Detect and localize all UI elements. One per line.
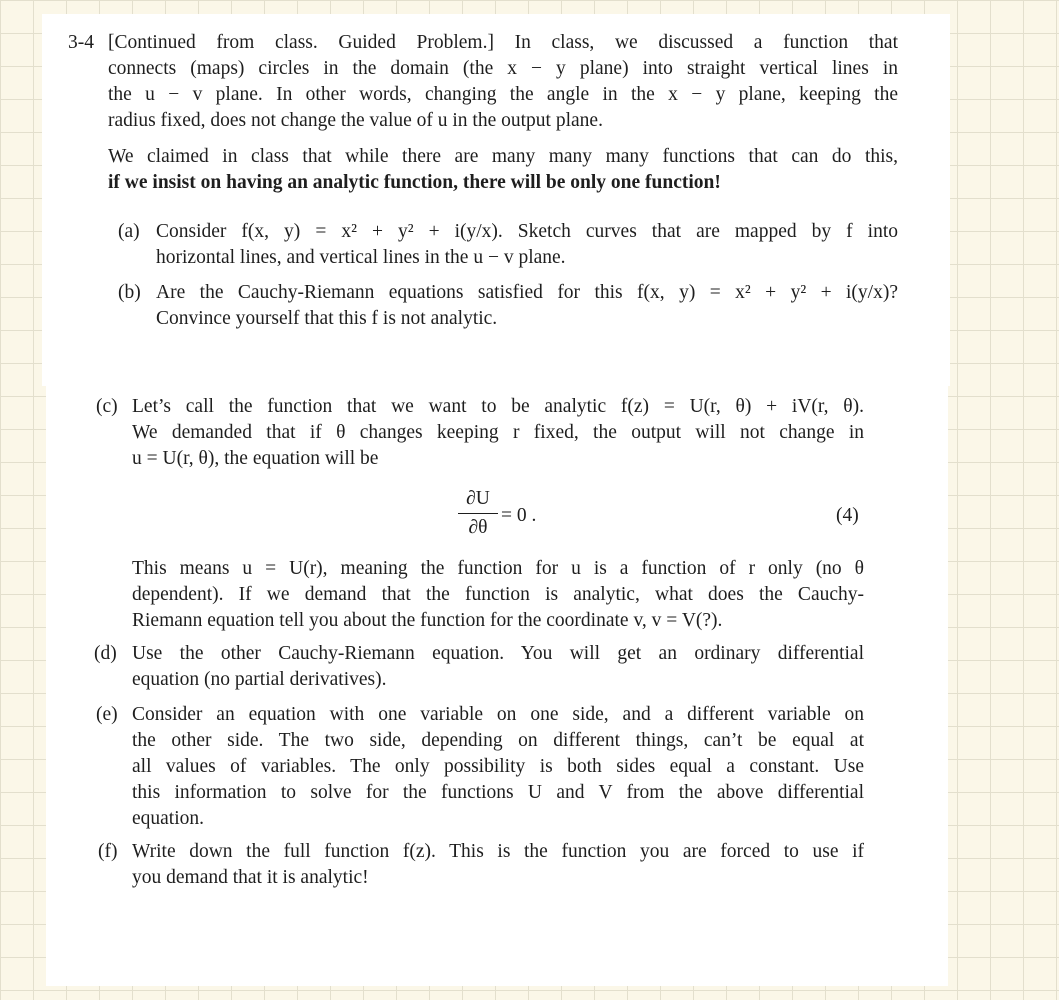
part-c-followup	[132, 556, 864, 634]
part-d-label: (d)	[94, 643, 117, 664]
claim-paragraph	[108, 144, 898, 196]
part-b-label: (b)	[118, 282, 141, 303]
part-e-line: equation.	[132, 808, 205, 829]
part-c-after-line: This means u = U(r), meaning the function for u is a function of r only (no θ	[132, 558, 864, 579]
part-e-text	[132, 702, 864, 832]
claim-emphasis: if we insist on having an analytic function, there will be only one function!	[108, 172, 721, 193]
part-a-line: horizontal lines, and vertical lines in the u − v plane.	[156, 247, 566, 268]
part-e-line: this information to solve for the functions U and V from the above differential	[132, 782, 864, 803]
part-a-label: (a)	[118, 221, 140, 242]
part-b-text	[156, 280, 898, 332]
part-e-label: (e)	[96, 704, 118, 725]
intro-line: [Continued from class. Guided Problem.] In class, we discussed a function that	[108, 32, 898, 53]
part-f-line: Write down the full function f(z). This is the function you are forced to use if	[132, 841, 864, 862]
part-d-line: equation (no partial derivatives).	[132, 669, 387, 690]
part-c-label: (c)	[96, 396, 118, 417]
part-c-text	[132, 394, 864, 472]
part-e-line: all values of variables. The only possibility is both sides equal a constant. Use	[132, 756, 864, 777]
problem-intro	[108, 30, 898, 134]
fraction-denominator: ∂θ	[468, 517, 488, 538]
equation-number: (4)	[836, 505, 859, 526]
intro-line: the u − v plane. In other words, changing the angle in the x − y plane, keeping the	[108, 84, 898, 105]
part-a-line: Consider f(x, y) = x² + y² + i(y/x). Sketch curves that are mapped by f into	[156, 221, 898, 242]
equation-fraction	[456, 486, 500, 541]
claim-line: We claimed in class that while there are many many many functions that can do this,	[108, 146, 898, 167]
fraction-numerator: ∂U	[466, 488, 490, 509]
part-e-line: Consider an equation with one variable on one side, and a different variable on	[132, 704, 864, 725]
fraction-bar	[458, 513, 498, 514]
part-c-after-line: Riemann equation tell you about the function for the coordinate v, v = V(?).	[132, 610, 723, 631]
part-c-line: u = U(r, θ), the equation will be	[132, 448, 379, 469]
equation-rhs: = 0 .	[501, 505, 537, 526]
part-c-line: Let’s call the function that we want to be analytic f(z) = U(r, θ) + iV(r, θ).	[132, 396, 864, 417]
part-b-line: Convince yourself that this f is not analytic.	[156, 308, 498, 329]
part-d-line: Use the other Cauchy-Riemann equation. You will get an ordinary differential	[132, 643, 864, 664]
part-f-line: you demand that it is analytic!	[132, 867, 369, 888]
part-c-line: We demanded that if θ changes keeping r fixed, the output will not change in	[132, 422, 864, 443]
part-a-text	[156, 219, 898, 271]
problem-number: 3-4	[68, 32, 94, 53]
part-b-line: Are the Cauchy-Riemann equations satisfied for this f(x, y) = x² + y² + i(y/x)?	[156, 282, 898, 303]
part-f-label: (f)	[98, 841, 118, 862]
part-c-after-line: dependent). If we demand that the function is analytic, what does the Cauchy-	[132, 584, 864, 605]
part-d-text	[132, 641, 864, 693]
part-e-line: the other side. The two side, depending on different things, can’t be equal at	[132, 730, 864, 751]
part-f-text	[132, 839, 864, 891]
intro-line: radius fixed, does not change the value of u in the output plane.	[108, 110, 603, 131]
intro-line: connects (maps) circles in the domain (the x − y plane) into straight vertical lines in	[108, 58, 898, 79]
